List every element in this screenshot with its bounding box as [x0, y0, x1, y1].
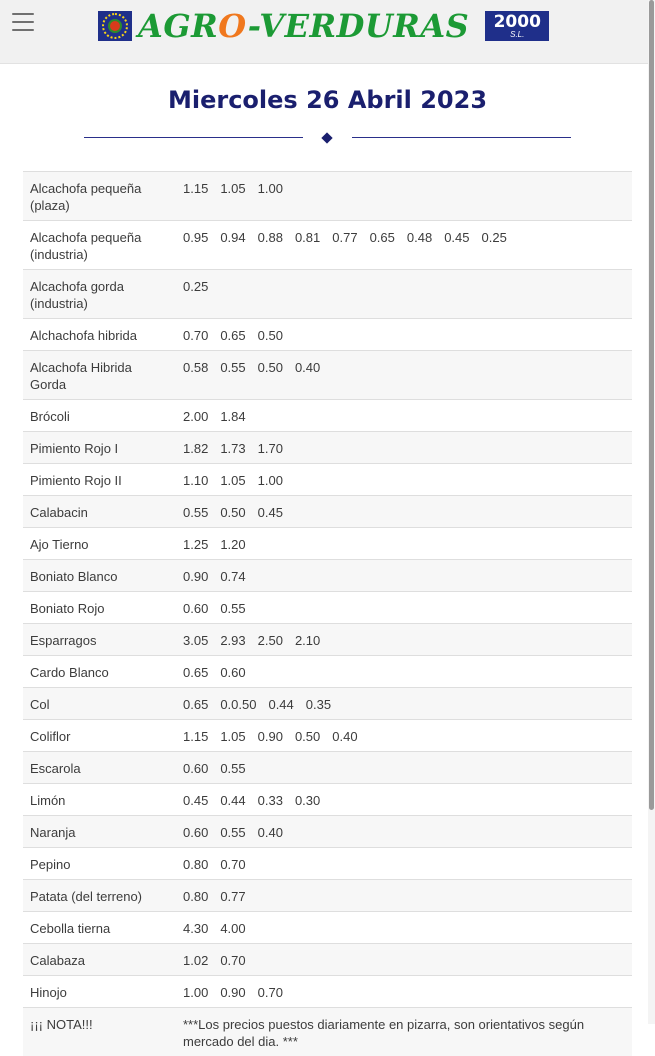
- product-name: Alcachofa pequeña (industria): [23, 221, 176, 270]
- product-name: Esparragos: [23, 624, 176, 656]
- product-name: Calabacin: [23, 496, 176, 528]
- price-value: 0.58: [183, 360, 208, 375]
- price-value: 0.60: [220, 665, 245, 680]
- table-row: [23, 848, 632, 880]
- price-value: 0.55: [220, 761, 245, 776]
- logo-year-badge: [485, 11, 549, 41]
- price-value: 0.48: [407, 230, 432, 245]
- note-row: [23, 1008, 632, 1056]
- table-row: [23, 270, 632, 319]
- product-name: Brócoli: [23, 400, 176, 432]
- price-value: 0.70: [258, 985, 283, 1000]
- price-value: 0.94: [220, 230, 245, 245]
- product-prices: [176, 848, 632, 880]
- product-name: Alchachofa hibrida: [23, 319, 176, 351]
- site-header: [0, 0, 648, 64]
- product-prices: [176, 688, 632, 720]
- page-scrollbar[interactable]: [648, 0, 655, 1024]
- price-value: 0.44: [220, 793, 245, 808]
- price-value: 0.55: [220, 601, 245, 616]
- product-prices: [176, 816, 632, 848]
- product-prices: [176, 592, 632, 624]
- product-prices: [176, 351, 632, 400]
- price-value: 0.55: [183, 505, 208, 520]
- product-prices: [176, 976, 632, 1008]
- table-row: [23, 351, 632, 400]
- product-prices: [176, 496, 632, 528]
- product-prices: [176, 752, 632, 784]
- table-row: [23, 720, 632, 752]
- price-value: 0.70: [220, 857, 245, 872]
- price-value: 0.60: [183, 825, 208, 840]
- price-value: 0.45: [258, 505, 283, 520]
- menu-bar: [12, 21, 34, 23]
- product-name: Pimiento Rojo II: [23, 464, 176, 496]
- price-value: 0.77: [332, 230, 357, 245]
- price-value: 0.50: [258, 360, 283, 375]
- price-table: [23, 171, 632, 1056]
- price-value: 0.77: [220, 889, 245, 904]
- price-value: 1.02: [183, 953, 208, 968]
- price-value: 0.65: [370, 230, 395, 245]
- product-prices: [176, 528, 632, 560]
- price-value: 1.05: [220, 473, 245, 488]
- price-value: 0.80: [183, 857, 208, 872]
- table-row: [23, 912, 632, 944]
- product-name: Hinojo: [23, 976, 176, 1008]
- product-prices: [176, 656, 632, 688]
- table-row: [23, 496, 632, 528]
- product-name: Col: [23, 688, 176, 720]
- price-value: 0.80: [183, 889, 208, 904]
- price-value: 0.45: [183, 793, 208, 808]
- note-text: ***Los precios puestos diariamente en pizarra, son orientativos según mercado del dia. ***: [176, 1008, 632, 1056]
- site-logo[interactable]: [98, 8, 549, 44]
- product-prices: [176, 400, 632, 432]
- table-row: [23, 880, 632, 912]
- logo-text-verduras: -VERDURAS: [248, 7, 469, 45]
- table-row: [23, 944, 632, 976]
- product-prices: [176, 319, 632, 351]
- price-value: 1.70: [258, 441, 283, 456]
- table-row: [23, 784, 632, 816]
- logo-text-o: O: [218, 7, 248, 45]
- table-row: [23, 319, 632, 351]
- price-value: 0.25: [482, 230, 507, 245]
- price-value: 1.00: [183, 985, 208, 1000]
- table-row: [23, 816, 632, 848]
- price-value: 0.95: [183, 230, 208, 245]
- product-name: Patata (del terreno): [23, 880, 176, 912]
- product-name: Coliflor: [23, 720, 176, 752]
- price-value: 0.35: [306, 697, 331, 712]
- menu-bar: [12, 29, 34, 31]
- price-value: 4.00: [220, 921, 245, 936]
- hamburger-menu-icon[interactable]: [12, 13, 34, 31]
- price-value: 0.70: [183, 328, 208, 343]
- price-value: 0.55: [220, 360, 245, 375]
- price-value: 0.55: [220, 825, 245, 840]
- price-value: 0.40: [295, 360, 320, 375]
- divider-line-left: [84, 137, 303, 138]
- table-row: [23, 432, 632, 464]
- product-name: Alcachofa gorda (industria): [23, 270, 176, 319]
- product-prices: [176, 720, 632, 752]
- price-value: 1.20: [220, 537, 245, 552]
- product-prices: [176, 624, 632, 656]
- price-value: 2.00: [183, 409, 208, 424]
- price-value: 1.10: [183, 473, 208, 488]
- price-value: 0.81: [295, 230, 320, 245]
- product-prices: [176, 944, 632, 976]
- scrollbar-thumb[interactable]: [649, 0, 654, 810]
- product-prices: [176, 912, 632, 944]
- price-value: 3.05: [183, 633, 208, 648]
- emblem-core: [108, 19, 122, 33]
- table-row: [23, 528, 632, 560]
- table-row: [23, 560, 632, 592]
- price-value: 1.05: [220, 181, 245, 196]
- product-prices: [176, 221, 632, 270]
- product-name: Alcachofa Hibrida Gorda: [23, 351, 176, 400]
- product-prices: [176, 784, 632, 816]
- price-value: 1.73: [220, 441, 245, 456]
- price-value: 1.05: [220, 729, 245, 744]
- product-prices: [176, 432, 632, 464]
- table-row: [23, 624, 632, 656]
- product-prices: [176, 172, 632, 221]
- product-name: Cardo Blanco: [23, 656, 176, 688]
- product-name: Boniato Rojo: [23, 592, 176, 624]
- product-prices: [176, 880, 632, 912]
- price-value: 1.25: [183, 537, 208, 552]
- price-value: 0.50: [258, 328, 283, 343]
- product-prices: [176, 270, 632, 319]
- price-value: 0.30: [295, 793, 320, 808]
- price-value: 0.60: [183, 761, 208, 776]
- table-row: [23, 172, 632, 221]
- price-value: 0.40: [258, 825, 283, 840]
- price-value: 0.44: [268, 697, 293, 712]
- logo-year: 2000: [494, 14, 541, 31]
- table-row: [23, 656, 632, 688]
- price-value: 4.30: [183, 921, 208, 936]
- page-title: Miercoles 26 Abril 2023: [0, 86, 655, 114]
- product-name: Limón: [23, 784, 176, 816]
- product-name: Pepino: [23, 848, 176, 880]
- price-value: 0.74: [220, 569, 245, 584]
- price-value: 0.50: [220, 505, 245, 520]
- product-prices: [176, 560, 632, 592]
- price-value: 0.90: [183, 569, 208, 584]
- price-value: 0.65: [183, 665, 208, 680]
- product-name: Naranja: [23, 816, 176, 848]
- table-row: [23, 464, 632, 496]
- price-value: 1.15: [183, 729, 208, 744]
- price-value: 0.88: [258, 230, 283, 245]
- price-value: 0.90: [220, 985, 245, 1000]
- price-value: 0.33: [258, 793, 283, 808]
- price-value: 1.00: [258, 473, 283, 488]
- product-prices: [176, 464, 632, 496]
- price-value: 0.50: [295, 729, 320, 744]
- price-value: 0.25: [183, 279, 208, 294]
- price-value: 1.84: [220, 409, 245, 424]
- logo-text-agr: AGR: [138, 7, 218, 45]
- price-value: 0.70: [220, 953, 245, 968]
- note-label: ¡¡¡ NOTA!!!: [23, 1008, 176, 1056]
- product-name: Pimiento Rojo I: [23, 432, 176, 464]
- price-value: 2.50: [258, 633, 283, 648]
- table-row: [23, 221, 632, 270]
- price-value: 0.45: [444, 230, 469, 245]
- price-value: 0.0.50: [220, 697, 256, 712]
- price-value: 0.40: [332, 729, 357, 744]
- table-row: [23, 592, 632, 624]
- logo-suffix: S.L.: [510, 31, 524, 39]
- table-row: [23, 400, 632, 432]
- price-value: 0.65: [183, 697, 208, 712]
- product-name: Boniato Blanco: [23, 560, 176, 592]
- logo-wordmark: [138, 8, 469, 44]
- eu-emblem-icon: [98, 11, 132, 41]
- product-name: Calabaza: [23, 944, 176, 976]
- product-name: Alcachofa pequeña (plaza): [23, 172, 176, 221]
- price-value: 1.82: [183, 441, 208, 456]
- price-value: 2.93: [220, 633, 245, 648]
- price-value: 0.60: [183, 601, 208, 616]
- product-name: Ajo Tierno: [23, 528, 176, 560]
- price-value: 2.10: [295, 633, 320, 648]
- divider-line-right: [352, 137, 571, 138]
- table-row: [23, 688, 632, 720]
- price-value: 0.90: [258, 729, 283, 744]
- menu-bar: [12, 13, 34, 15]
- product-name: Escarola: [23, 752, 176, 784]
- diamond-icon: [321, 132, 332, 143]
- price-value: 1.15: [183, 181, 208, 196]
- table-row: [23, 752, 632, 784]
- price-value: 0.65: [220, 328, 245, 343]
- product-name: Cebolla tierna: [23, 912, 176, 944]
- price-value: 1.00: [258, 181, 283, 196]
- table-row: [23, 976, 632, 1008]
